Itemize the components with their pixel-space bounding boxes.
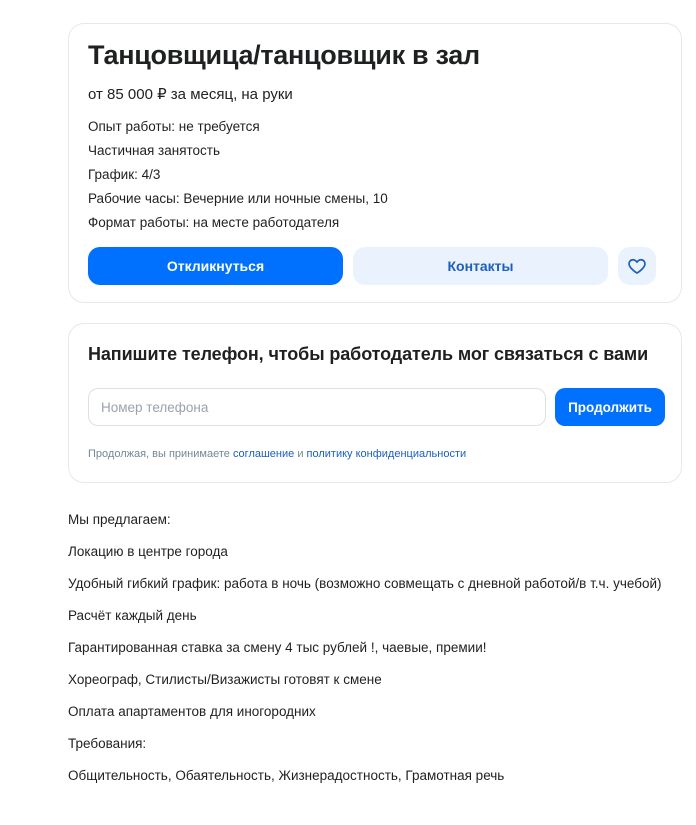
- description-paragraph: Локацию в центре города: [68, 544, 228, 559]
- vacancy-title: Танцовщица/танцовщик в зал: [88, 40, 480, 70]
- description-paragraph: Гарантированная ставка за смену 4 тыс рублей !, чаевые, премии!: [68, 640, 487, 655]
- favorite-button[interactable]: [618, 247, 656, 285]
- description-paragraph: Расчёт каждый день: [68, 608, 197, 623]
- agreement-prefix: Продолжая, вы принимаете: [88, 448, 233, 460]
- description-paragraph: Требования:: [68, 736, 147, 751]
- agreement-middle: и: [294, 448, 307, 460]
- continue-button[interactable]: Продолжить: [555, 388, 665, 426]
- vacancy-salary: от 85 000 ₽ за месяц, на руки: [88, 86, 293, 103]
- detail-work-format: Формат работы: на месте работодателя: [88, 215, 340, 230]
- agreement-text: [88, 448, 466, 460]
- detail-schedule: График: 4/3: [88, 167, 161, 182]
- description-paragraph: Удобный гибкий график: работа в ночь (возможно совмещать с дневной работой/в т.ч. учебой): [68, 576, 662, 591]
- vacancy-card: [68, 23, 682, 303]
- detail-working-hours: Рабочие часы: Вечерние или ночные смены, 10: [88, 191, 388, 206]
- description-paragraph: Мы предлагаем:: [68, 512, 171, 527]
- vacancy-details: [88, 115, 388, 235]
- description-paragraph: Хореограф, Стилисты/Визажисты готовят к смене: [68, 672, 382, 687]
- phone-form-card: [68, 323, 682, 483]
- agreement-link[interactable]: соглашение: [232, 448, 295, 460]
- heart-icon: [627, 256, 647, 276]
- respond-button[interactable]: Откликнуться: [88, 247, 343, 285]
- privacy-policy-link[interactable]: политику конфиденциальности: [306, 448, 467, 460]
- description-paragraph: Оплата апартаментов для иногородних: [68, 704, 316, 719]
- phone-input[interactable]: [88, 388, 546, 426]
- phone-form-title: Напишите телефон, чтобы работодатель мог связаться с вами: [88, 344, 649, 364]
- contacts-button[interactable]: Контакты: [353, 247, 608, 285]
- detail-experience: Опыт работы: не требуется: [88, 119, 260, 134]
- detail-employment: Частичная занятость: [88, 143, 221, 158]
- vacancy-description: [68, 512, 668, 800]
- description-paragraph: Общительность, Обаятельность, Жизнерадостность, Грамотная речь: [68, 768, 505, 783]
